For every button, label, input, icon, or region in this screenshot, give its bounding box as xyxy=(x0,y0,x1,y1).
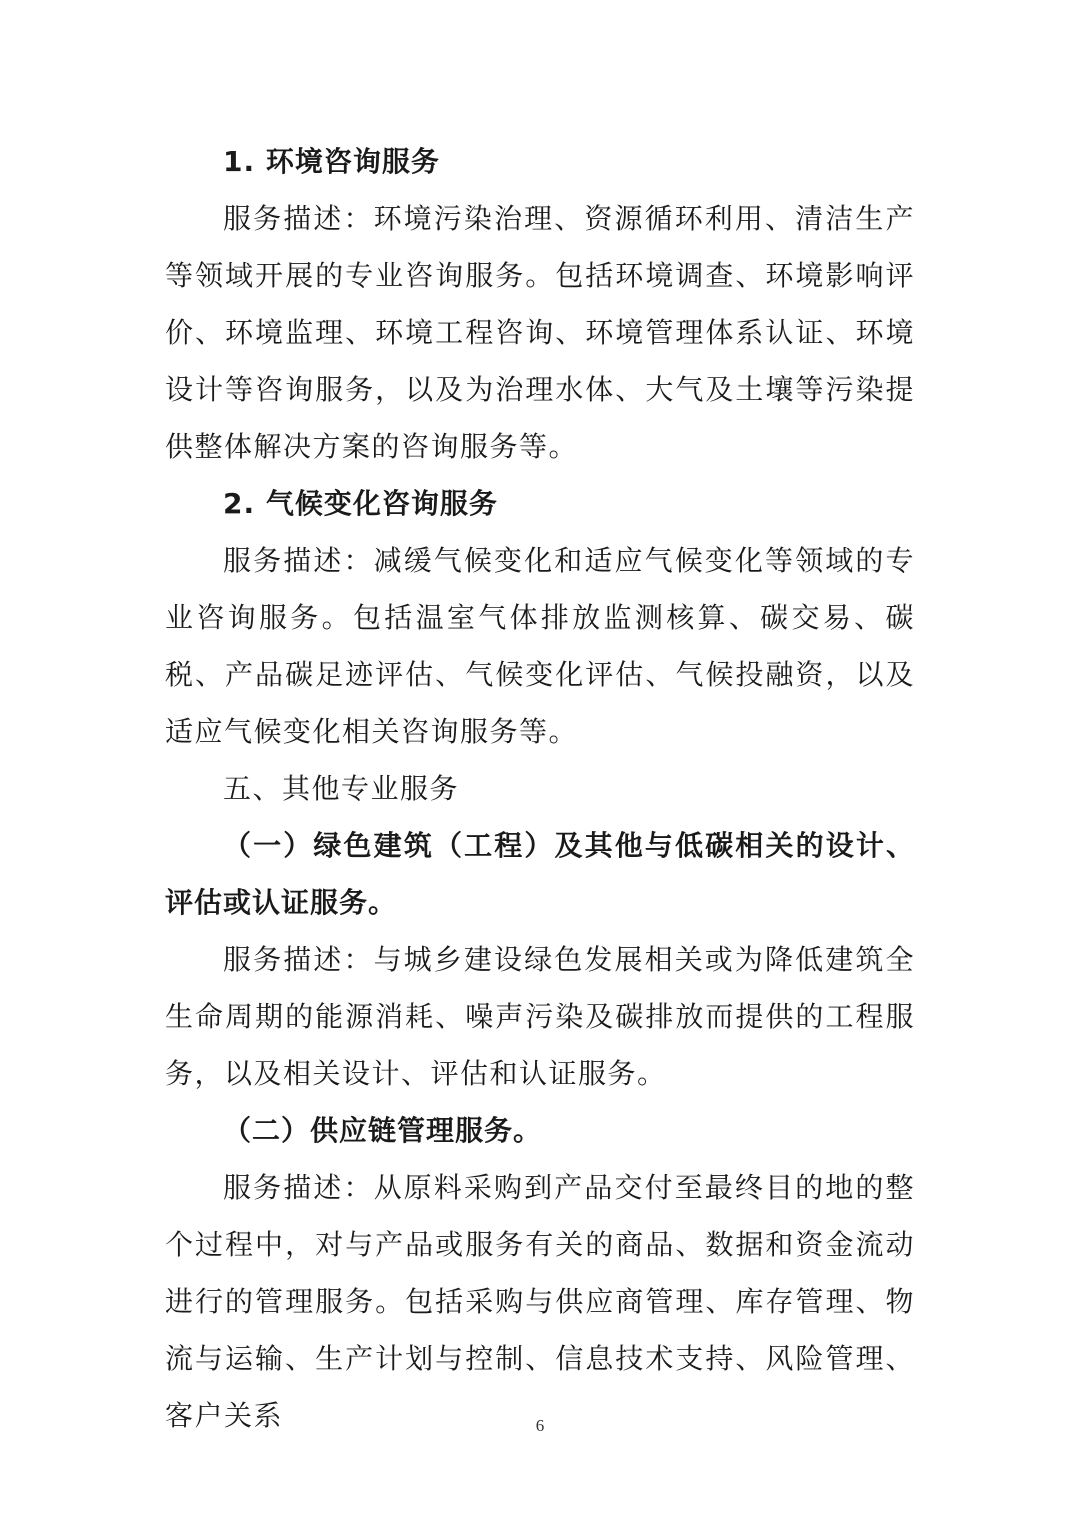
paragraph-climate-consulting: 服务描述：减缓气候变化和适应气候变化等领域的专业咨询服务。包括温室气体排放监测核算、碳交易、碳税、产品碳足迹评估、气候变化评估、气候投融资，以及适应气候变化相关咨询服务等。 xyxy=(165,544,915,748)
subheading-supply-chain: （二）供应链管理服务。 xyxy=(223,1114,543,1147)
subheading-climate-consulting: 2. 气候变化咨询服务 xyxy=(223,487,498,520)
paragraph-supply-chain: 服务描述：从原料采购到产品交付至最终目的地的整个过程中，对与产品或服务有关的商品、数据和资金流动进行的管理服务。包括采购与供应商管理、库存管理、物流与运输、生产计划与控制、信息技术支持、风险管理、客户关系 xyxy=(165,1171,915,1432)
document-body xyxy=(165,133,915,1444)
paragraph-environment-consulting: 服务描述：环境污染治理、资源循环利用、清洁生产等领域开展的专业咨询服务。包括环境调查、环境影响评价、环境监理、环境工程咨询、环境管理体系认证、环境设计等咨询服务，以及为治理水体、大气及土壤等污染提供整体解决方案的咨询服务等。 xyxy=(165,202,915,463)
subheading-environment-consulting: 1. 环境咨询服务 xyxy=(223,145,440,178)
paragraph-green-building: 服务描述：与城乡建设绿色发展相关或为降低建筑全生命周期的能源消耗、噪声污染及碳排放而提供的工程服务，以及相关设计、评估和认证服务。 xyxy=(165,943,915,1090)
page-number: 6 xyxy=(535,1416,545,1435)
section-title-other-services: 五、其他专业服务 xyxy=(223,772,460,805)
subheading-green-building: （一）绿色建筑（工程）及其他与低碳相关的设计、评估或认证服务。 xyxy=(165,829,915,919)
